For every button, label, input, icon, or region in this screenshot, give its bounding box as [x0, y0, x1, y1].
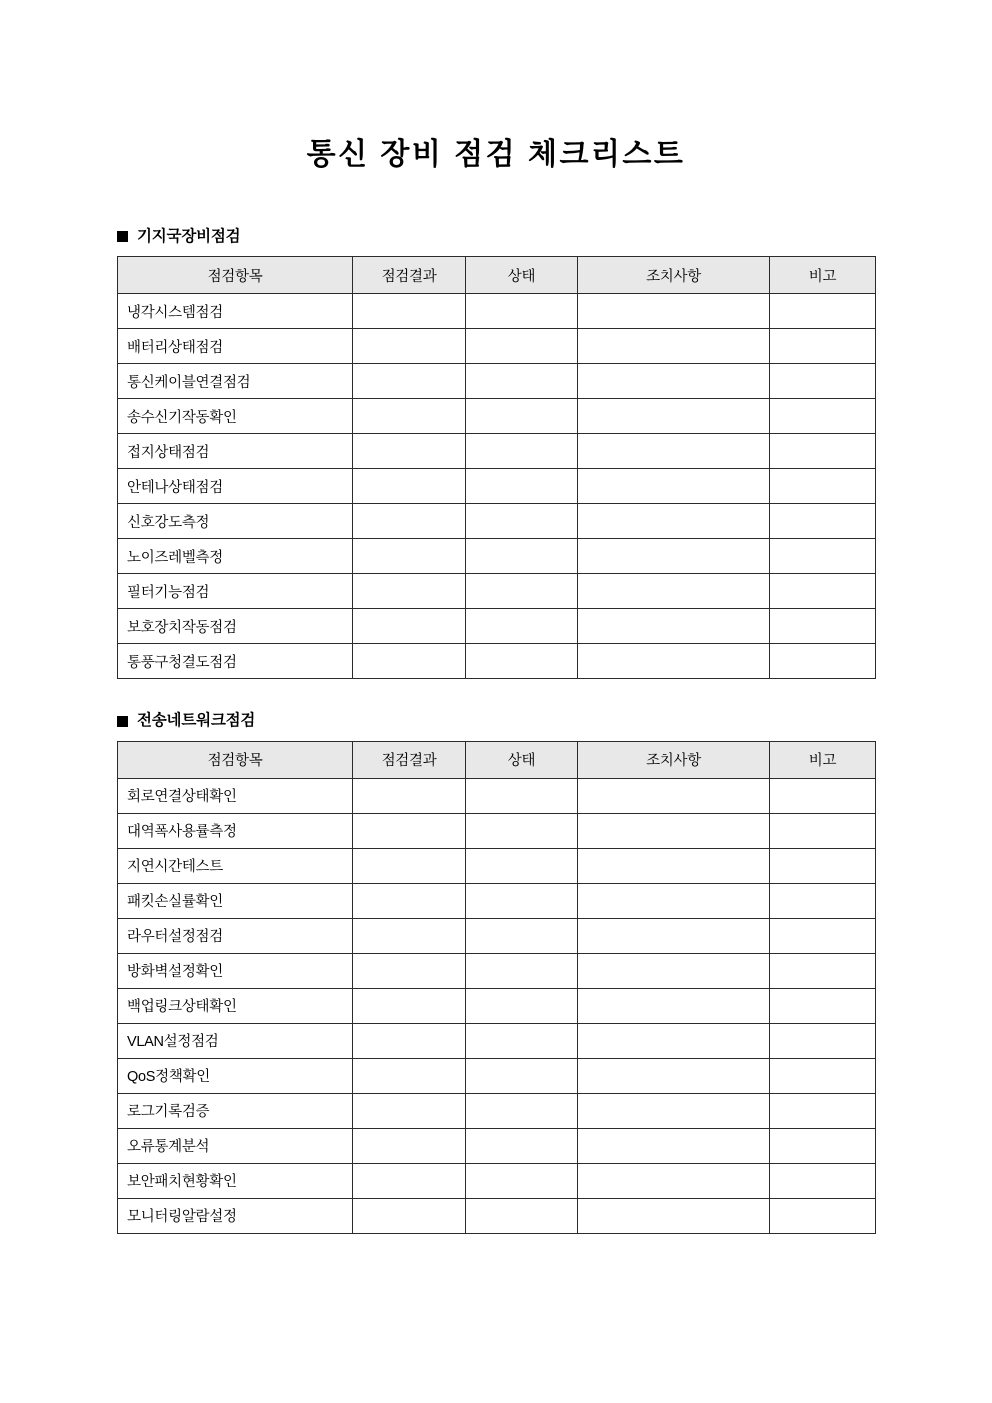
- action-cell[interactable]: [578, 434, 770, 469]
- table-row: [118, 848, 876, 883]
- remarks-cell[interactable]: [770, 1058, 876, 1093]
- table-row: [118, 644, 876, 679]
- table-row: [118, 1163, 876, 1198]
- action-cell[interactable]: [578, 1163, 770, 1198]
- table-row: [118, 399, 876, 434]
- inspection-result-cell[interactable]: [353, 539, 466, 574]
- status-cell[interactable]: [466, 1093, 578, 1128]
- remarks-cell[interactable]: [770, 778, 876, 813]
- action-cell[interactable]: [578, 988, 770, 1023]
- column-header-item: 점검항목: [118, 741, 353, 778]
- status-cell[interactable]: [466, 778, 578, 813]
- inspection-item-cell: 모니터링알람설정: [118, 1198, 353, 1233]
- inspection-result-cell[interactable]: [353, 609, 466, 644]
- remarks-cell[interactable]: [770, 574, 876, 609]
- inspection-item-cell: 배터리상태점검: [118, 329, 353, 364]
- column-header-status: 상태: [466, 257, 578, 294]
- status-cell[interactable]: [466, 539, 578, 574]
- inspection-result-cell[interactable]: [353, 1198, 466, 1233]
- section-base-station: [117, 173, 875, 680]
- status-cell[interactable]: [466, 1128, 578, 1163]
- inspection-result-cell[interactable]: [353, 953, 466, 988]
- inspection-item-cell: 회로연결상태확인: [118, 778, 353, 813]
- inspection-result-cell[interactable]: [353, 918, 466, 953]
- action-cell[interactable]: [578, 504, 770, 539]
- checklist-table-transmission-network: [117, 741, 876, 1234]
- inspection-result-cell[interactable]: [353, 504, 466, 539]
- remarks-cell[interactable]: [770, 644, 876, 679]
- remarks-cell[interactable]: [770, 1093, 876, 1128]
- table-row: [118, 953, 876, 988]
- inspection-result-cell[interactable]: [353, 848, 466, 883]
- section-heading-label: 전송네트워크점검: [137, 712, 256, 730]
- inspection-result-cell[interactable]: [353, 399, 466, 434]
- table-row: [118, 329, 876, 364]
- checklist-table-base-station: [117, 256, 876, 679]
- inspection-item-cell: 백업링크상태확인: [118, 988, 353, 1023]
- status-cell[interactable]: [466, 329, 578, 364]
- section-heading: [117, 228, 875, 247]
- table-row: [118, 988, 876, 1023]
- remarks-cell[interactable]: [770, 953, 876, 988]
- column-header-item: 점검항목: [118, 257, 353, 294]
- status-cell[interactable]: [466, 848, 578, 883]
- remarks-cell[interactable]: [770, 609, 876, 644]
- inspection-result-cell[interactable]: [353, 469, 466, 504]
- table-row: [118, 469, 876, 504]
- inspection-item-cell: 안테나상태점검: [118, 469, 353, 504]
- remarks-cell[interactable]: [770, 883, 876, 918]
- inspection-result-cell[interactable]: [353, 1128, 466, 1163]
- inspection-item-cell: VLAN설정점검: [118, 1023, 353, 1058]
- inspection-item-cell: 냉각시스템점검: [118, 294, 353, 329]
- inspection-item-cell: 대역폭사용률측정: [118, 813, 353, 848]
- remarks-cell[interactable]: [770, 294, 876, 329]
- action-cell[interactable]: [578, 813, 770, 848]
- column-header-action: 조치사항: [578, 257, 770, 294]
- remarks-cell[interactable]: [770, 1163, 876, 1198]
- column-header-status: 상태: [466, 741, 578, 778]
- action-cell[interactable]: [578, 329, 770, 364]
- remarks-cell[interactable]: [770, 988, 876, 1023]
- inspection-item-cell: 통신케이블연결점검: [118, 364, 353, 399]
- table-header-row: [118, 741, 876, 778]
- inspection-result-cell[interactable]: [353, 574, 466, 609]
- remarks-cell[interactable]: [770, 434, 876, 469]
- status-cell[interactable]: [466, 364, 578, 399]
- status-cell[interactable]: [466, 988, 578, 1023]
- table-body: [118, 294, 876, 679]
- status-cell[interactable]: [466, 1058, 578, 1093]
- table-body: [118, 778, 876, 1233]
- status-cell[interactable]: [466, 294, 578, 329]
- remarks-cell[interactable]: [770, 1128, 876, 1163]
- inspection-result-cell[interactable]: [353, 364, 466, 399]
- action-cell[interactable]: [578, 609, 770, 644]
- inspection-item-cell: 송수신기작동확인: [118, 399, 353, 434]
- section-heading: [117, 712, 875, 731]
- section-heading-label: 기지국장비점검: [137, 227, 241, 245]
- table-row: [118, 1023, 876, 1058]
- table-row: [118, 609, 876, 644]
- table-row: [118, 778, 876, 813]
- status-cell[interactable]: [466, 918, 578, 953]
- inspection-item-cell: 보호장치작동점검: [118, 609, 353, 644]
- table-row: [118, 294, 876, 329]
- inspection-result-cell[interactable]: [353, 1093, 466, 1128]
- section-transmission-network: [117, 679, 875, 1234]
- action-cell[interactable]: [578, 1058, 770, 1093]
- status-cell[interactable]: [466, 399, 578, 434]
- table-row: [118, 364, 876, 399]
- remarks-cell[interactable]: [770, 918, 876, 953]
- status-cell[interactable]: [466, 813, 578, 848]
- inspection-result-cell[interactable]: [353, 644, 466, 679]
- remarks-cell[interactable]: [770, 364, 876, 399]
- inspection-result-cell[interactable]: [353, 813, 466, 848]
- table-row: [118, 1198, 876, 1233]
- action-cell[interactable]: [578, 574, 770, 609]
- table-row: [118, 434, 876, 469]
- action-cell[interactable]: [578, 848, 770, 883]
- action-cell[interactable]: [578, 918, 770, 953]
- remarks-cell[interactable]: [770, 504, 876, 539]
- remarks-cell[interactable]: [770, 1023, 876, 1058]
- action-cell[interactable]: [578, 778, 770, 813]
- remarks-cell[interactable]: [770, 399, 876, 434]
- table-row: [118, 813, 876, 848]
- table-row: [118, 504, 876, 539]
- inspection-item-cell: 오류통계분석: [118, 1128, 353, 1163]
- action-cell[interactable]: [578, 953, 770, 988]
- inspection-result-cell[interactable]: [353, 1058, 466, 1093]
- status-cell[interactable]: [466, 1023, 578, 1058]
- status-cell[interactable]: [466, 574, 578, 609]
- table-row: [118, 1058, 876, 1093]
- status-cell[interactable]: [466, 1163, 578, 1198]
- inspection-item-cell: 필터기능점검: [118, 574, 353, 609]
- remarks-cell[interactable]: [770, 813, 876, 848]
- status-cell[interactable]: [466, 953, 578, 988]
- action-cell[interactable]: [578, 883, 770, 918]
- table-row: [118, 918, 876, 953]
- column-header-action: 조치사항: [578, 741, 770, 778]
- action-cell[interactable]: [578, 539, 770, 574]
- remarks-cell[interactable]: [770, 848, 876, 883]
- table-row: [118, 539, 876, 574]
- status-cell[interactable]: [466, 434, 578, 469]
- inspection-item-cell: 라우터설정점검: [118, 918, 353, 953]
- inspection-item-cell: QoS정책확인: [118, 1058, 353, 1093]
- action-cell[interactable]: [578, 294, 770, 329]
- inspection-item-cell: 신호강도측정: [118, 504, 353, 539]
- status-cell[interactable]: [466, 883, 578, 918]
- table-row: [118, 1093, 876, 1128]
- remarks-cell[interactable]: [770, 329, 876, 364]
- inspection-result-cell[interactable]: [353, 988, 466, 1023]
- inspection-item-cell: 지연시간테스트: [118, 848, 353, 883]
- inspection-result-cell[interactable]: [353, 434, 466, 469]
- page-title: 통신 장비 점검 체크리스트: [306, 138, 686, 171]
- column-header-result: 점검결과: [353, 741, 466, 778]
- action-cell[interactable]: [578, 1023, 770, 1058]
- column-header-remarks: 비고: [770, 257, 876, 294]
- status-cell[interactable]: [466, 469, 578, 504]
- bullet-square-icon: [117, 231, 128, 242]
- bullet-square-icon: [117, 716, 128, 727]
- status-cell[interactable]: [466, 504, 578, 539]
- action-cell[interactable]: [578, 644, 770, 679]
- action-cell[interactable]: [578, 469, 770, 504]
- table-row: [118, 883, 876, 918]
- table-header-row: [118, 257, 876, 294]
- column-header-result: 점검결과: [353, 257, 466, 294]
- inspection-item-cell: 방화벽설정확인: [118, 953, 353, 988]
- inspection-result-cell[interactable]: [353, 1023, 466, 1058]
- status-cell[interactable]: [466, 644, 578, 679]
- inspection-item-cell: 접지상태점검: [118, 434, 353, 469]
- table-row: [118, 574, 876, 609]
- inspection-result-cell[interactable]: [353, 1163, 466, 1198]
- remarks-cell[interactable]: [770, 1198, 876, 1233]
- inspection-item-cell: 보안패치현황확인: [118, 1163, 353, 1198]
- inspection-item-cell: 노이즈레벨측정: [118, 539, 353, 574]
- column-header-remarks: 비고: [770, 741, 876, 778]
- remarks-cell[interactable]: [770, 539, 876, 574]
- action-cell[interactable]: [578, 364, 770, 399]
- inspection-item-cell: 로그기록검증: [118, 1093, 353, 1128]
- inspection-result-cell[interactable]: [353, 329, 466, 364]
- status-cell[interactable]: [466, 609, 578, 644]
- table-row: [118, 1128, 876, 1163]
- action-cell[interactable]: [578, 1093, 770, 1128]
- action-cell[interactable]: [578, 1198, 770, 1233]
- inspection-result-cell[interactable]: [353, 778, 466, 813]
- action-cell[interactable]: [578, 399, 770, 434]
- inspection-result-cell[interactable]: [353, 294, 466, 329]
- inspection-item-cell: 패킷손실률확인: [118, 883, 353, 918]
- inspection-result-cell[interactable]: [353, 883, 466, 918]
- action-cell[interactable]: [578, 1128, 770, 1163]
- inspection-item-cell: 통풍구청결도점검: [118, 644, 353, 679]
- remarks-cell[interactable]: [770, 469, 876, 504]
- status-cell[interactable]: [466, 1198, 578, 1233]
